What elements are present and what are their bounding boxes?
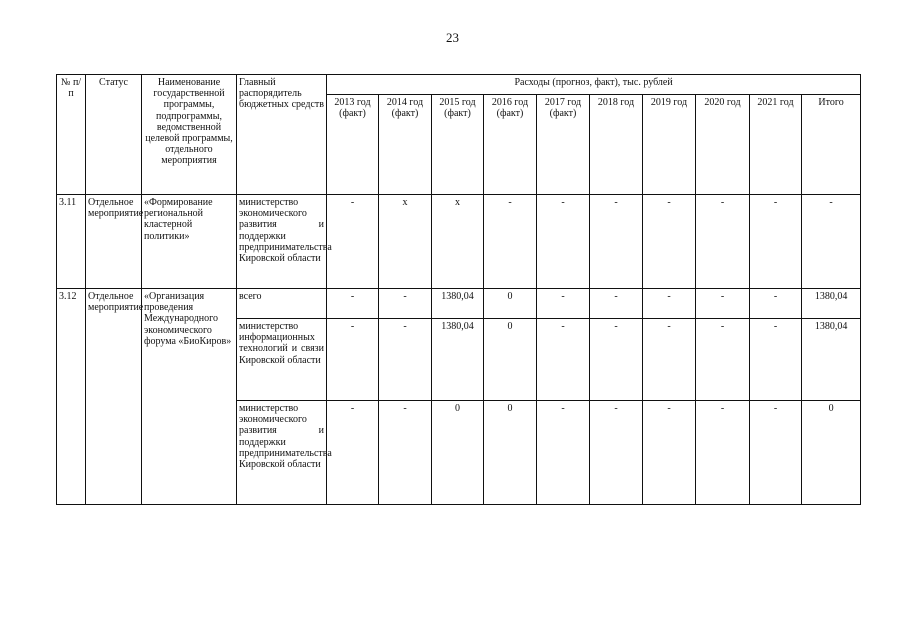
value-cell: - [590,401,643,505]
value-cell: - [696,289,750,319]
value-cell: 1380,04 [802,319,861,401]
value-cell: - [750,319,802,401]
value-cell: 1380,04 [432,319,484,401]
value-cell: - [379,289,432,319]
value-cell: - [537,401,590,505]
header-year: 2013 год (факт) [327,95,379,195]
table-row [57,195,861,289]
value-cell: - [696,195,750,289]
value-cell: - [537,319,590,401]
value-cell: - [643,195,696,289]
value-cell: х [432,195,484,289]
value-cell: - [696,319,750,401]
value-cell: 0 [432,401,484,505]
value-cell: - [327,401,379,505]
row-name: «Формирование региональной кластерной политики» [142,195,237,289]
header-year: 2016 год (факт) [484,95,537,195]
value-cell: - [590,319,643,401]
header-status: Статус [86,75,142,195]
header-year: 2015 год (факт) [432,95,484,195]
value-cell: - [537,195,590,289]
row-num: 3.11 [57,195,86,289]
expenses-table [56,74,861,505]
header-expenses: Расходы (прогноз, факт), тыс. рублей [327,75,861,95]
row-owner: всего [237,289,327,319]
value-cell: - [537,289,590,319]
value-cell: 1380,04 [432,289,484,319]
header-total: Итого [802,95,861,195]
header-year: 2021 год [750,95,802,195]
value-cell: 1380,04 [802,289,861,319]
value-cell: - [327,289,379,319]
header-year: 2017 год (факт) [537,95,590,195]
row-name: «Организация проведения Международного экономического форума «БиоКиров» [142,289,237,505]
page-number: 23 [446,30,459,45]
row-num: 3.12 [57,289,86,505]
value-cell: - [590,195,643,289]
header-year: 2014 год (факт) [379,95,432,195]
value-cell: - [643,401,696,505]
value-cell: 0 [802,401,861,505]
value-cell: - [327,195,379,289]
row-status: Отдельное мероприятие [86,195,142,289]
value-cell: - [643,319,696,401]
value-cell: - [750,401,802,505]
row-status: Отдельное мероприятие [86,289,142,505]
value-cell: - [484,195,537,289]
header-year: 2020 год [696,95,750,195]
table-row [57,289,861,319]
row-owner: министерство экономического развития и поддержки предпринимательства Кировской области [237,195,327,289]
value-cell: - [750,195,802,289]
row-owner: министерство информационных технологий и связи Кировской области [237,319,327,401]
value-cell: - [379,401,432,505]
value-cell: х [379,195,432,289]
header-owner: Главный распорядитель бюджетных средств [237,75,327,195]
value-cell: - [379,319,432,401]
value-cell: - [750,289,802,319]
header-name: Наименование государственной программы, подпрограммы, ведомственной целевой программы, отдельного мероприятия [142,75,237,195]
value-cell: - [327,319,379,401]
value-cell: 0 [484,319,537,401]
value-cell: 0 [484,289,537,319]
value-cell: - [696,401,750,505]
value-cell: - [590,289,643,319]
value-cell: - [643,289,696,319]
header-num: № п/п [57,75,86,195]
row-owner: министерство экономического развития и поддержки предпринимательства Кировской области [237,401,327,505]
value-cell: 0 [484,401,537,505]
value-cell: - [802,195,861,289]
header-year: 2018 год [590,95,643,195]
header-year: 2019 год [643,95,696,195]
